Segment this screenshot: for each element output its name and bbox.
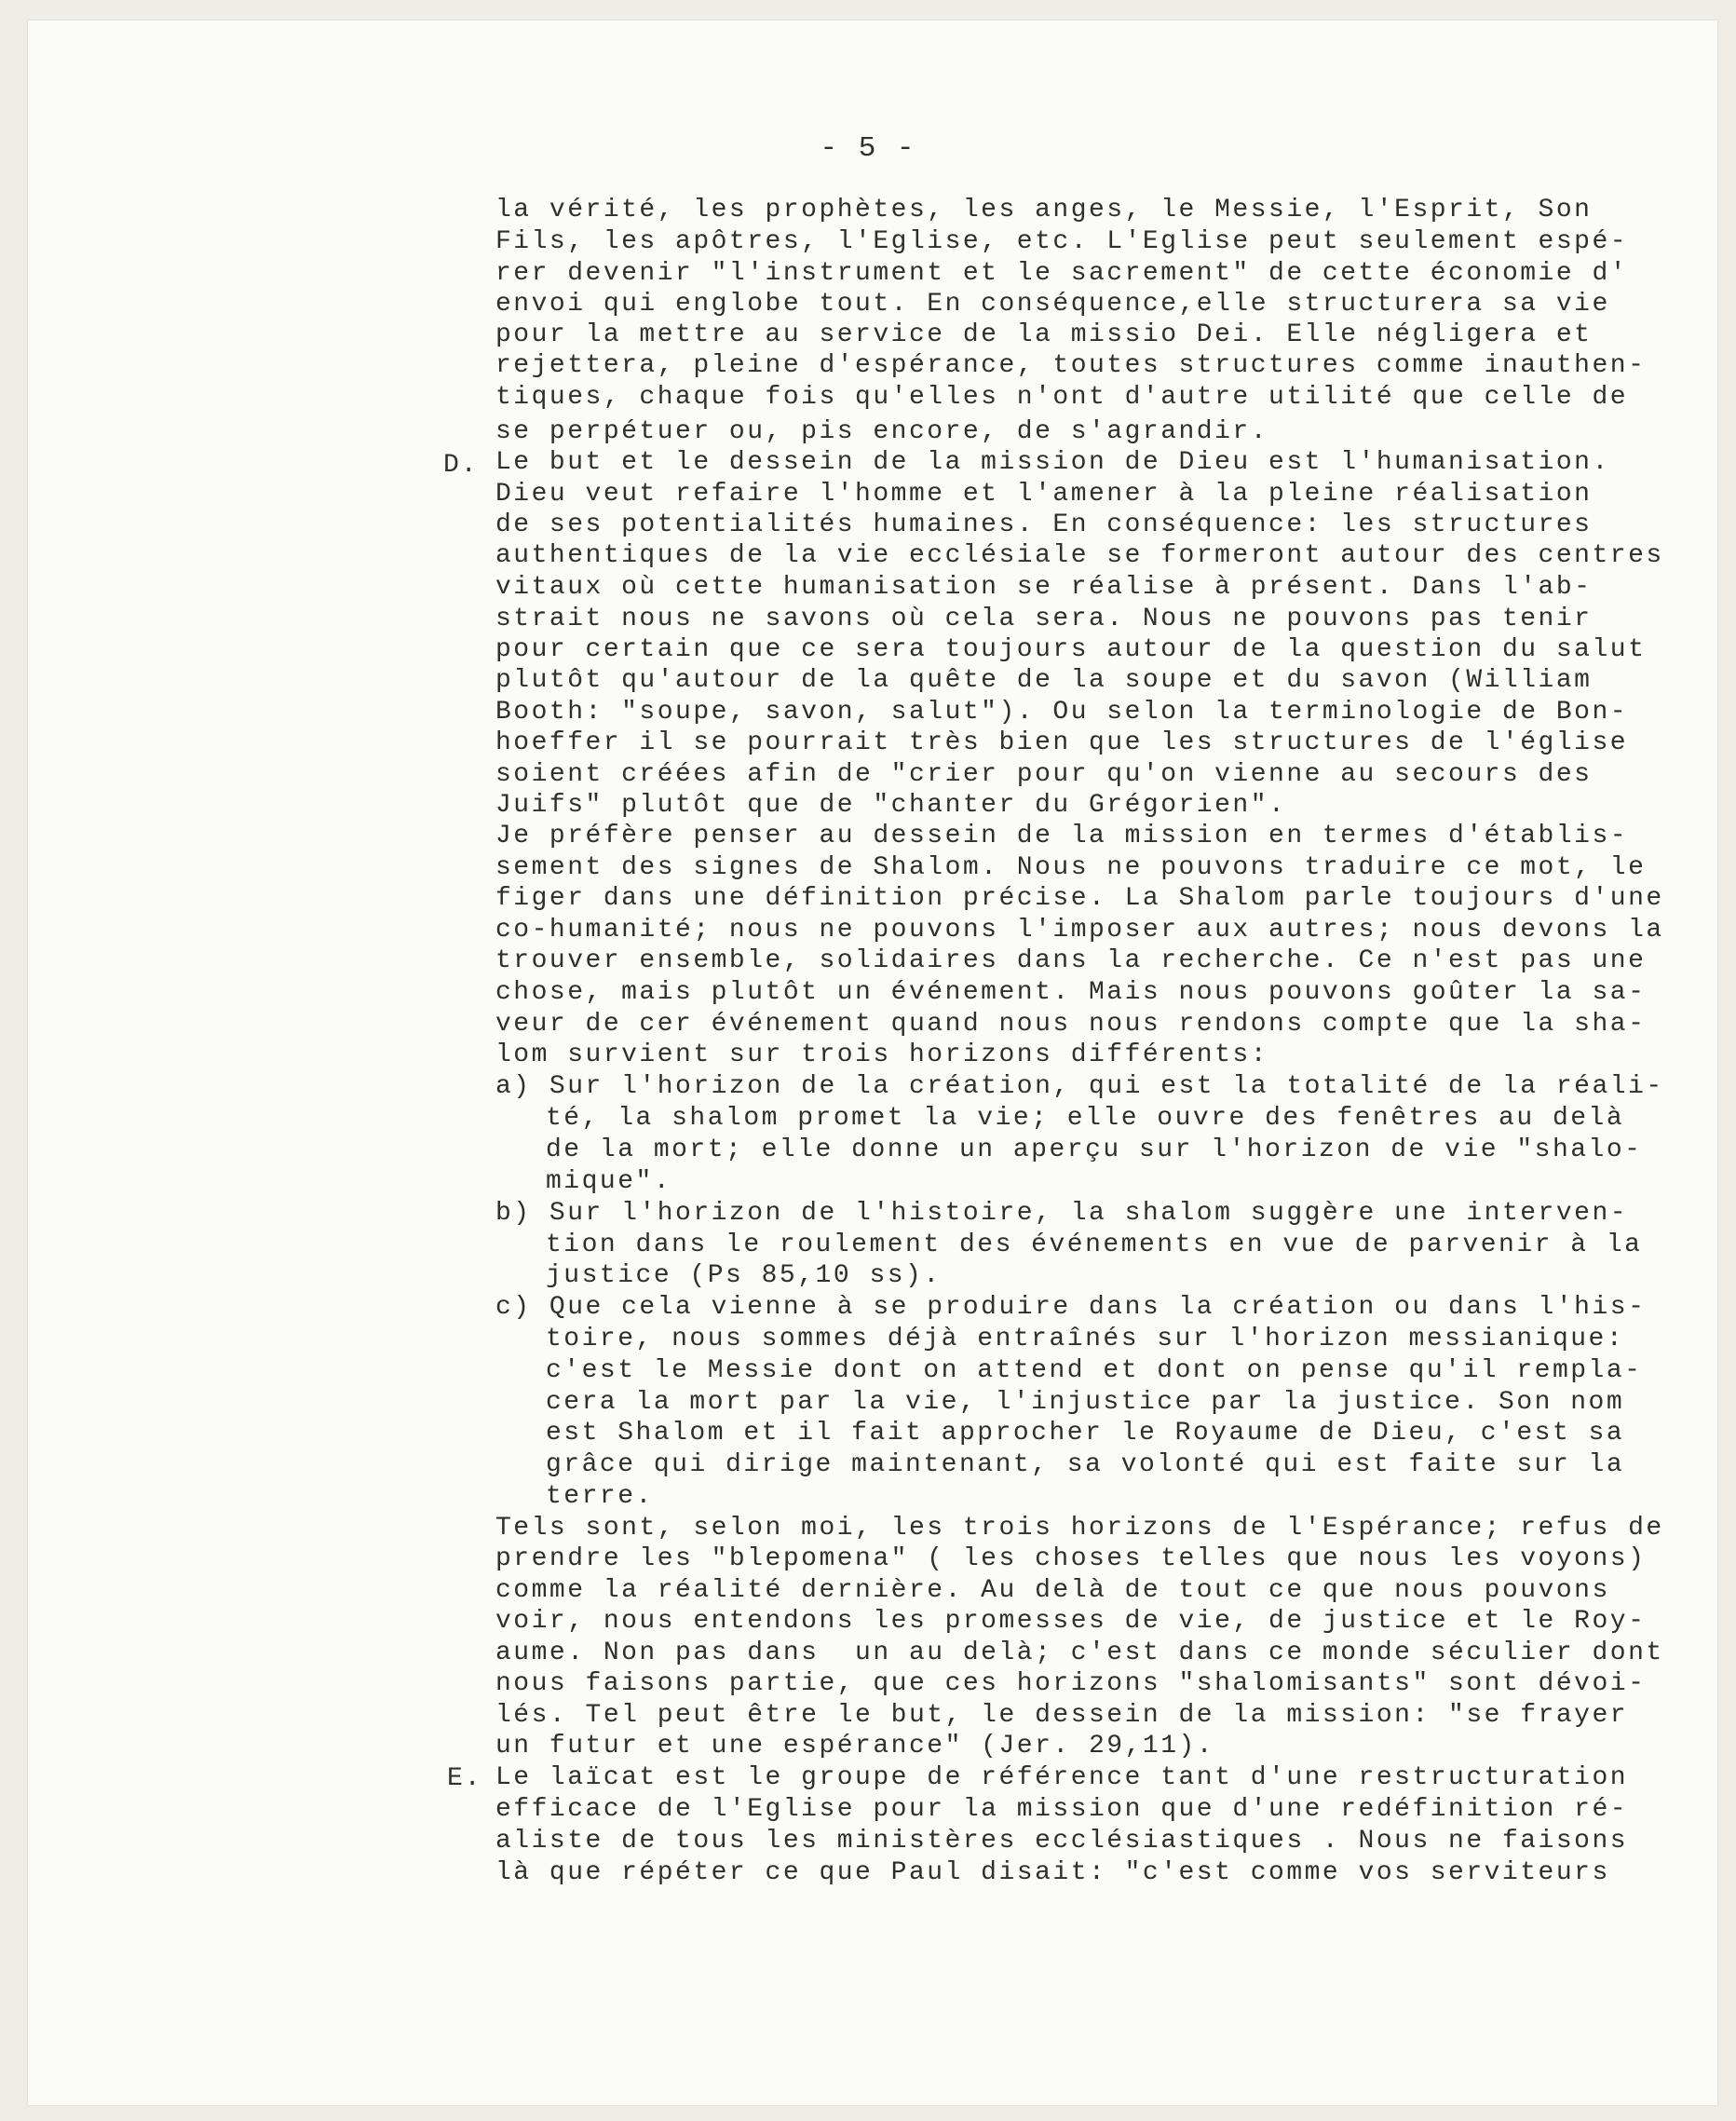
text-line: pour certain que ce sera toujours autour de la question du salut (495, 635, 1647, 664)
text-line: aliste de tous les ministères ecclésiastiques . Nous ne faisons (495, 1827, 1629, 1856)
text-line: c) Que cela vienne à se produire dans la création ou dans l'his- (495, 1293, 1647, 1322)
text-line: soient créées afin de "crier pour qu'on vienne au secours des (495, 760, 1593, 789)
text-line: lom survient sur trois horizons différents: (495, 1040, 1269, 1069)
text-line: toire, nous sommes déjà entraînés sur l'horizon messianique: (546, 1325, 1625, 1353)
text-line: co-humanité; nous ne pouvons l'imposer aux autres; nous devons la (495, 916, 1664, 945)
text-line: rejettera, pleine d'espérance, toutes structures comme inauthen- (495, 351, 1647, 380)
text-line: un futur et une espérance" (Jer. 29,11). (495, 1732, 1215, 1761)
text-line: Juifs" plutôt que de "chanter du Grégorien". (495, 791, 1287, 820)
text-line: terre. (546, 1482, 654, 1511)
text-line: prendre les "blepomena" ( les choses telles que nous les voyons) (495, 1544, 1647, 1573)
text-line: justice (Ps 85,10 ss). (546, 1261, 942, 1290)
text-line: se perpétuer ou, pis encore, de s'agrandir. (495, 417, 1269, 446)
text-line: veur de cer événement quand nous nous rendons compte que la sha- (495, 1010, 1647, 1039)
text-line: cera la mort par la vie, l'injustice par la justice. Son nom (546, 1388, 1625, 1417)
text-line: lés. Tel peut être le but, le dessein de la mission: "se frayer (495, 1701, 1629, 1730)
text-line: authentiques de la vie ecclésiale se formeront autour des centres (495, 541, 1664, 570)
text-line: voir, nous entendons les promesses de vie, de justice et le Roy- (495, 1607, 1647, 1636)
text-line: efficace de l'Eglise pour la mission que d'une redéfinition ré- (495, 1795, 1629, 1824)
text-line: de ses potentialités humaines. En conséquence: les structures (495, 510, 1593, 539)
text-line: Le but et le dessein de la mission de Dieu est l'humanisation. (495, 448, 1610, 477)
text-line: chose, mais plutôt un événement. Mais nous pouvons goûter la sa- (495, 978, 1647, 1007)
text-line: Le laïcat est le groupe de référence tant d'une restructuration (495, 1763, 1629, 1792)
text-line: aume. Non pas dans un au delà; c'est dans ce monde séculier dont (495, 1638, 1664, 1667)
section-marker-d: D. (443, 451, 479, 480)
text-line: tion dans le roulement des événements en vue de parvenir à la (546, 1230, 1643, 1259)
text-line: plutôt qu'autour de la quête de la soupe et du savon (William (495, 666, 1593, 695)
text-line: Dieu veut refaire l'homme et l'amener à la pleine réalisation (495, 480, 1593, 509)
text-line: pour la mettre au service de la missio Dei. Elle négligera et (495, 320, 1593, 349)
text-line: a) Sur l'horizon de la création, qui est la totalité de la réali- (495, 1072, 1664, 1101)
text-line: nous faisons partie, que ces horizons "shalomisants" sont dévoi- (495, 1669, 1647, 1698)
text-line: là que répéter ce que Paul disait: "c'est comme vos serviteurs (495, 1858, 1610, 1887)
text-line: comme la réalité dernière. Au delà de tout ce que nous pouvons (495, 1576, 1610, 1605)
text-line: rer devenir "l'instrument et le sacrement" de cette économie d' (495, 259, 1629, 288)
text-line: strait nous ne savons où cela sera. Nous ne pouvons pas tenir (495, 605, 1593, 633)
text-line: tiques, chaque fois qu'elles n'ont d'autre utilité que celle de (495, 383, 1629, 412)
text-line: vitaux où cette humanisation se réalise à présent. Dans l'ab- (495, 573, 1593, 602)
page-number: - 5 - (820, 132, 916, 165)
text-line: grâce qui dirige maintenant, sa volonté qui est faite sur la (546, 1450, 1625, 1479)
text-line: té, la shalom promet la vie; elle ouvre des fenêtres au delà (546, 1104, 1625, 1133)
section-marker-e: E. (447, 1764, 482, 1793)
text-line: hoeffer il se pourrait très bien que les structures de l'église (495, 728, 1629, 757)
text-line: Tels sont, selon moi, les trois horizons de l'Espérance; refus de (495, 1514, 1664, 1543)
text-line: figer dans une définition précise. La Shalom parle toujours d'une (495, 884, 1664, 913)
text-line: de la mort; elle donne un aperçu sur l'horizon de vie "shalo- (546, 1135, 1643, 1164)
text-line: Je préfère penser au dessein de la mission en termes d'établis- (495, 822, 1629, 850)
text-line: Booth: "soupe, savon, salut"). Ou selon la terminologie de Bon- (495, 698, 1629, 727)
text-line: sement des signes de Shalom. Nous ne pouvons traduire ce mot, le (495, 853, 1647, 882)
text-line: Fils, les apôtres, l'Eglise, etc. L'Eglise peut seulement espé- (495, 227, 1629, 256)
text-line: trouver ensemble, solidaires dans la recherche. Ce n'est pas une (495, 946, 1647, 975)
text-line: b) Sur l'horizon de l'histoire, la shalom suggère une interven- (495, 1199, 1629, 1228)
text-line: envoi qui englobe tout. En conséquence,elle structurera sa vie (495, 290, 1610, 319)
text-line: mique". (546, 1167, 672, 1196)
text-line: la vérité, les prophètes, les anges, le Messie, l'Esprit, Son (495, 196, 1593, 224)
text-line: est Shalom et il fait approcher le Royaume de Dieu, c'est sa (546, 1419, 1625, 1448)
text-line: c'est le Messie dont on attend et dont on pense qu'il rempla- (546, 1356, 1643, 1385)
